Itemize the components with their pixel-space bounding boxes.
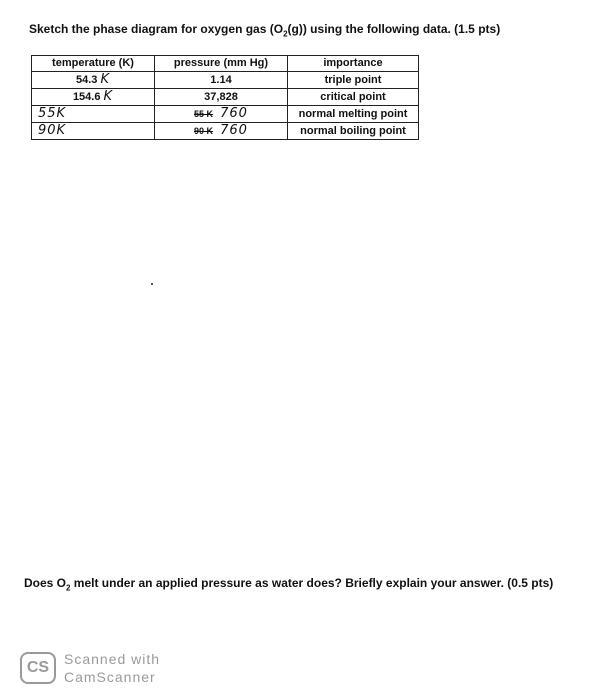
question-subscript: 2 <box>66 583 71 593</box>
question-text-before: Does O <box>24 576 67 590</box>
table-row <box>32 106 419 123</box>
camscanner-logo-icon: CS <box>20 652 56 684</box>
handwritten-pressure: 760 <box>220 106 248 121</box>
camscanner-watermark <box>20 650 160 686</box>
watermark-text <box>64 650 160 686</box>
importance-cell: normal melting point <box>288 106 419 123</box>
table-header-row <box>32 56 419 72</box>
struck-out-value: 90 K <box>194 126 214 136</box>
temperature-cell <box>32 106 155 123</box>
handwritten-pressure: 760 <box>220 123 248 138</box>
temperature-value: 154.6 <box>72 91 101 103</box>
handwritten-unit: K <box>103 89 114 104</box>
table-row <box>32 123 419 140</box>
title-text-after: (g)) using the following data. (1.5 pts) <box>287 22 501 36</box>
header-pressure: pressure (mm Hg) <box>155 56 288 72</box>
pressure-cell: 37,828 <box>155 89 288 106</box>
pressure-cell: 1.14 <box>155 72 288 89</box>
handwritten-unit: K <box>100 72 110 87</box>
table-row <box>32 72 419 89</box>
temperature-value: 54.3 <box>75 74 98 86</box>
question-text <box>24 576 553 592</box>
importance-cell: normal boiling point <box>288 123 419 140</box>
handwritten-temperature: 55K <box>38 106 67 121</box>
watermark-line1: Scanned with <box>64 651 161 667</box>
title-subscript: 2 <box>283 29 288 39</box>
pressure-cell <box>155 123 288 140</box>
struck-out-value: 55 K <box>194 109 214 119</box>
table-row <box>32 89 419 106</box>
handwritten-temperature: 90K <box>38 123 67 138</box>
header-temperature: temperature (K) <box>32 56 155 72</box>
importance-cell: triple point <box>288 72 419 89</box>
pressure-cell <box>155 106 288 123</box>
temperature-cell <box>32 89 155 106</box>
phase-data-table <box>31 55 419 140</box>
title-text-before: Sketch the phase diagram for oxygen gas (O <box>29 22 284 36</box>
watermark-line2: CamScanner <box>64 669 156 685</box>
temperature-cell <box>32 123 155 140</box>
importance-cell: critical point <box>288 89 419 106</box>
stray-mark <box>151 283 153 285</box>
question-title <box>29 22 500 38</box>
header-importance: importance <box>288 56 419 72</box>
question-text-after: melt under an applied pressure as water does? Briefly explain your answer. (0.5 pts) <box>70 576 554 590</box>
temperature-cell <box>32 72 155 89</box>
